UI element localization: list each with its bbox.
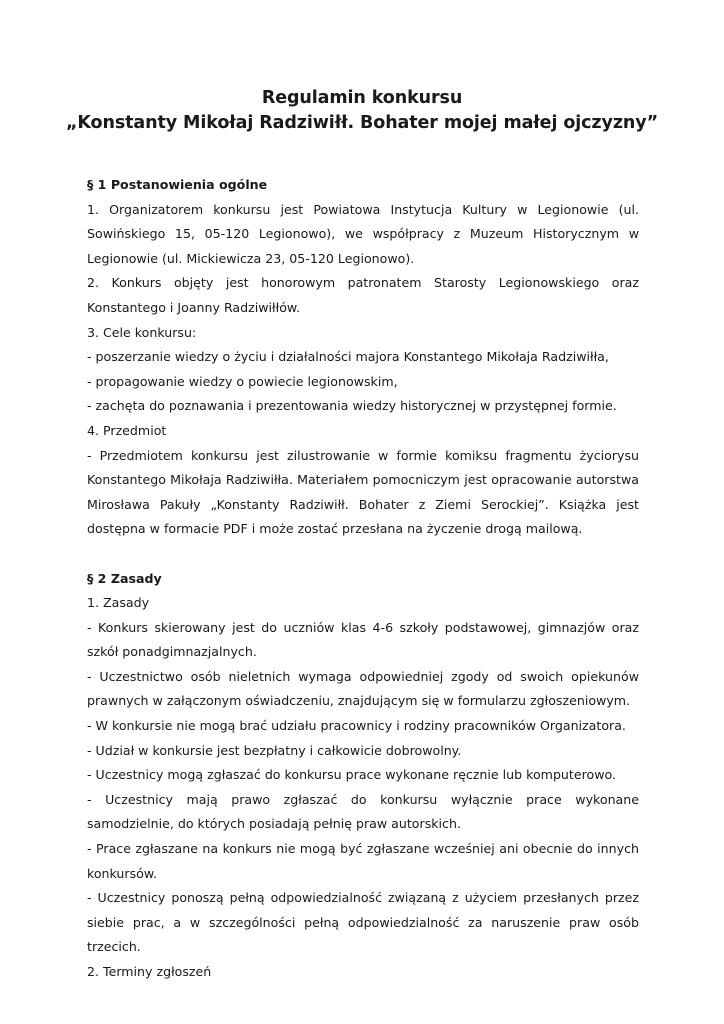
list-item: - Uczestnictwo osób nieletnich wymaga odpowiedniej zgody od swoich opiekunów prawnych w załączonym oświadczeniu, znajdującym się w formularzu zgłoszeniowym.: [87, 668, 639, 709]
title-line-1: Regulamin konkursu: [261, 88, 463, 108]
paragraph-patronage: 2. Konkurs objęty jest honorowym patronatem Starosty Legionowskiego oraz Konstantego i Joanny Radziwiłłów.: [87, 275, 639, 315]
list-item: - poszerzanie wiedzy o życiu i działalności majora Konstantego Mikołaja Radziwiłła,: [87, 349, 609, 365]
paragraph-deadlines-heading: 2. Terminy zgłoszeń: [87, 964, 212, 979]
paragraph-subject-heading: 4. Przedmiot: [87, 422, 167, 438]
list-item: - Prace zgłaszane na konkurs nie mogą być zgłaszane wcześniej ani obecnie do innych konkursów.: [87, 841, 639, 881]
document-title: [0, 86, 724, 136]
paragraph-organizer: 1. Organizatorem konkursu jest Powiatowa Instytucja Kultury w Legionowie (ul. Sowińskiego 15, 05-120 Legionowo), we współpracy z Muzeum Historycznym w Legionowie (ul. Mickiewicza 23, 05-120 Legionowo).: [87, 201, 639, 266]
section-2-heading: § 2 Zasady: [87, 570, 162, 586]
document-body: [87, 173, 639, 985]
list-item: - Konkurs skierowany jest do uczniów klas 4-6 szkoły podstawowej, gimnazjów oraz szkół ponadgimnazjalnych.: [87, 619, 639, 660]
list-item: - Uczestnicy mają prawo zgłaszać do konkursu wyłącznie prace wykonane samodzielnie, do których posiadają pełnię praw autorskich.: [87, 791, 639, 832]
list-item: - zachęta do poznawania i prezentowania wiedzy historycznej w przystępnej formie.: [87, 398, 617, 414]
list-item: - Uczestnicy ponoszą pełną odpowiedzialność związaną z użyciem przesłanych przez siebie prac, a w szczególności pełną odpowiedzialność za naruszenie praw osób trzecich.: [87, 890, 639, 955]
list-item: - Uczestnicy mogą zgłaszać do konkursu prace wykonane ręcznie lub komputerowo.: [87, 767, 616, 783]
title-line-2: „Konstanty Mikołaj Radziwiłł. Bohater mojej małej ojczyzny”: [66, 113, 658, 133]
section-1-heading: § 1 Postanowienia ogólne: [87, 177, 268, 192]
paragraph-subject-text: - Przedmiotem konkursu jest zilustrowanie w formie komiksu fragmentu życiorysu Konstantego Mikołaja Radziwiłła. Materiałem pomocniczym jest opracowanie autorstwa Mirosława Pakuły „Konstanty Radziwiłł. Bohater z Ziemi Serockiej”. Książka jest dostępna w formacie PDF i może zostać przesłana na życzenie drogą mailową.: [87, 447, 639, 537]
list-item: - W konkursie nie mogą brać udziału pracownicy i rodziny pracowników Organizatora.: [87, 718, 626, 734]
paragraph-goals-heading: 3. Cele konkursu:: [87, 324, 197, 340]
section-spacer: [87, 542, 639, 567]
paragraph-rules-heading: 1. Zasady: [87, 595, 150, 611]
list-item: - propagowanie wiedzy o powiecie legionowskim,: [87, 373, 398, 389]
list-item: - Udział w konkursie jest bezpłatny i całkowicie dobrowolny.: [87, 742, 462, 758]
